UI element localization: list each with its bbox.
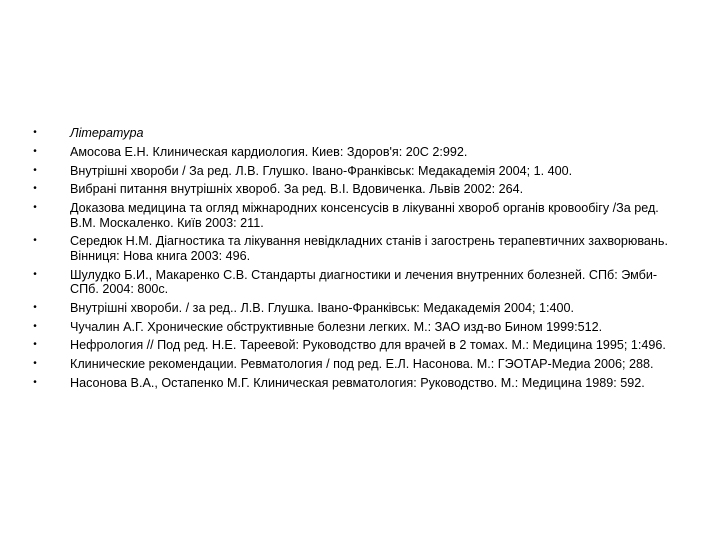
bullet-icon: •	[33, 376, 37, 388]
reference-text: Клинические рекомендации. Ревматология / под ред. Е.Л. Насонова. М.: ГЭОТАР-Медиа 2006; 288.	[70, 357, 654, 372]
bullet-icon: •	[33, 235, 37, 247]
reference-text: Доказова медицина та огляд міжнародних консенсусів в лікуванні хвороб органів кровообігу /За ред. В.М. Москаленко. Київ 2003: 211.	[70, 201, 659, 230]
reference-text: Амосова Е.Н. Клиническая кардиология. Киев: Здоров'я: 20С 2:992.	[70, 144, 468, 159]
reference-item	[30, 145, 680, 159]
bullet-icon: •	[33, 320, 37, 332]
reference-text: Середюк Н.М. Діагностика та лікування невідкладних станів і загострень терапевтичних захворювань. Вінниця: Нова книга 2003: 496.	[70, 234, 668, 263]
bullet-icon: •	[33, 268, 37, 280]
bullet-icon: •	[33, 202, 37, 214]
reference-list	[30, 126, 680, 395]
reference-item	[30, 164, 680, 178]
reference-heading-item	[30, 126, 680, 140]
reference-item	[30, 234, 680, 263]
reference-item	[30, 268, 680, 297]
reference-text: Насонова В.А., Остапенко М.Г. Клиническая ревматология: Руководство. М.: Медицина 1989: 592.	[70, 375, 645, 390]
reference-text: Чучалин А.Г. Хронические обструктивные болезни легких. М.: ЗАО изд-во Бином 1999:512.	[70, 319, 603, 334]
reference-text: Шулудко Б.И., Макаренко С.В. Стандарты диагностики и лечения внутренних болезней. СПб: Эмби-СПб. 2004: 800с.	[70, 267, 658, 296]
reference-item	[30, 201, 680, 230]
bullet-icon: •	[33, 339, 37, 351]
bullet-icon: •	[33, 164, 37, 176]
reference-item	[30, 338, 680, 352]
reference-heading: Література	[70, 126, 144, 140]
bullet-icon: •	[33, 127, 37, 138]
bullet-icon: •	[33, 358, 37, 370]
reference-item	[30, 357, 680, 371]
reference-text: Внутрішні хвороби. / за ред.. Л.В. Глушка. Івано-Франківськ: Медакадемія 2004; 1:400.	[70, 300, 574, 315]
reference-item	[30, 301, 680, 315]
bullet-icon: •	[33, 183, 37, 195]
reference-item	[30, 320, 680, 334]
reference-item	[30, 182, 680, 196]
bullet-icon: •	[33, 301, 37, 313]
bullet-icon: •	[33, 145, 37, 157]
reference-item	[30, 376, 680, 390]
reference-text: Нефрология // Под ред. Н.Е. Тареевой: Руководство для врачей в 2 томах. М.: Медицина 1995; 1:496.	[70, 338, 666, 353]
reference-text: Внутрішні хвороби / За ред. Л.В. Глушко. Івано-Франківськ: Медакадемія 2004; 1. 400.	[70, 163, 573, 178]
reference-text: Вибрані питання внутрішніх хвороб. За ред. В.І. Вдовиченка. Львів 2002: 264.	[70, 182, 524, 197]
